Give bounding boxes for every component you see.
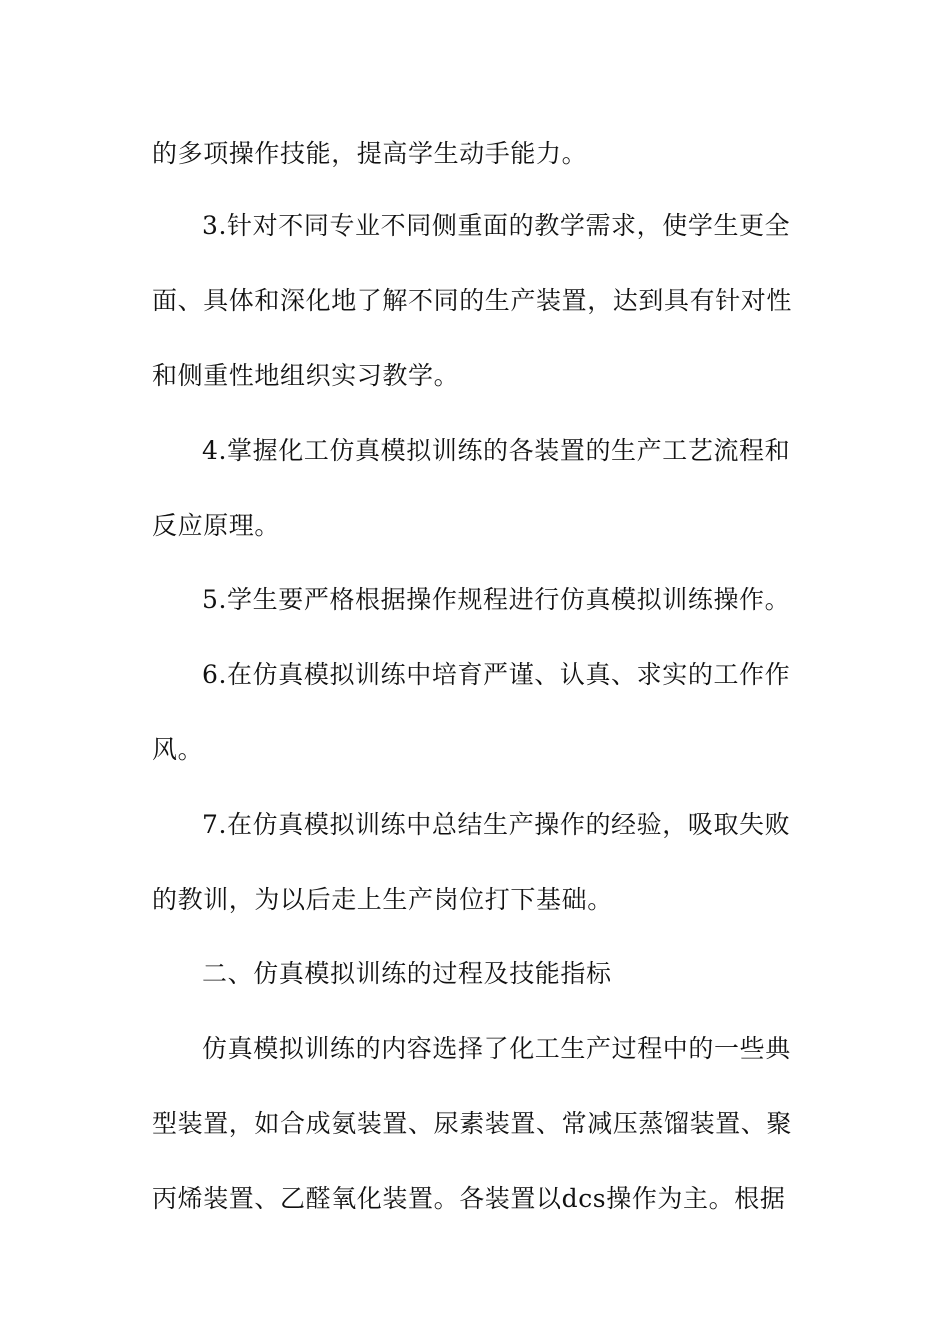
text-line: 和侧重性地组织实习教学。: [152, 361, 460, 390]
text-line: 的多项操作技能，提高学生动手能力。: [152, 139, 588, 168]
list-item-7: 7.在仿真模拟训练中总结生产操作的经验，吸取失败: [202, 810, 791, 839]
text-line: 风。: [152, 735, 204, 764]
list-item-5: 5.学生要严格根据操作规程进行仿真模拟训练操作。: [202, 585, 791, 614]
paragraph-line: 仿真模拟训练的内容选择了化工生产过程中的一些典: [202, 1034, 791, 1063]
section-heading: 二、仿真模拟训练的过程及技能指标: [202, 959, 612, 988]
paragraph-line: 型装置，如合成氨装置、尿素装置、常减压蒸馏装置、聚: [152, 1109, 793, 1138]
list-item-4: 4.掌握化工仿真模拟训练的各装置的生产工艺流程和: [202, 436, 791, 465]
paragraph-line: 丙烯装置、乙醛氧化装置。各装置以dcs操作为主。根据: [152, 1184, 786, 1213]
list-item-3: 3.针对不同专业不同侧重面的教学需求，使学生更全: [202, 211, 791, 240]
list-item-6: 6.在仿真模拟训练中培育严谨、认真、求实的工作作: [202, 660, 791, 689]
text-line: 反应原理。: [152, 511, 281, 540]
text-line: 的教训，为以后走上生产岗位打下基础。: [152, 885, 613, 914]
text-line: 面、具体和深化地了解不同的生产装置，达到具有针对性: [152, 286, 793, 315]
